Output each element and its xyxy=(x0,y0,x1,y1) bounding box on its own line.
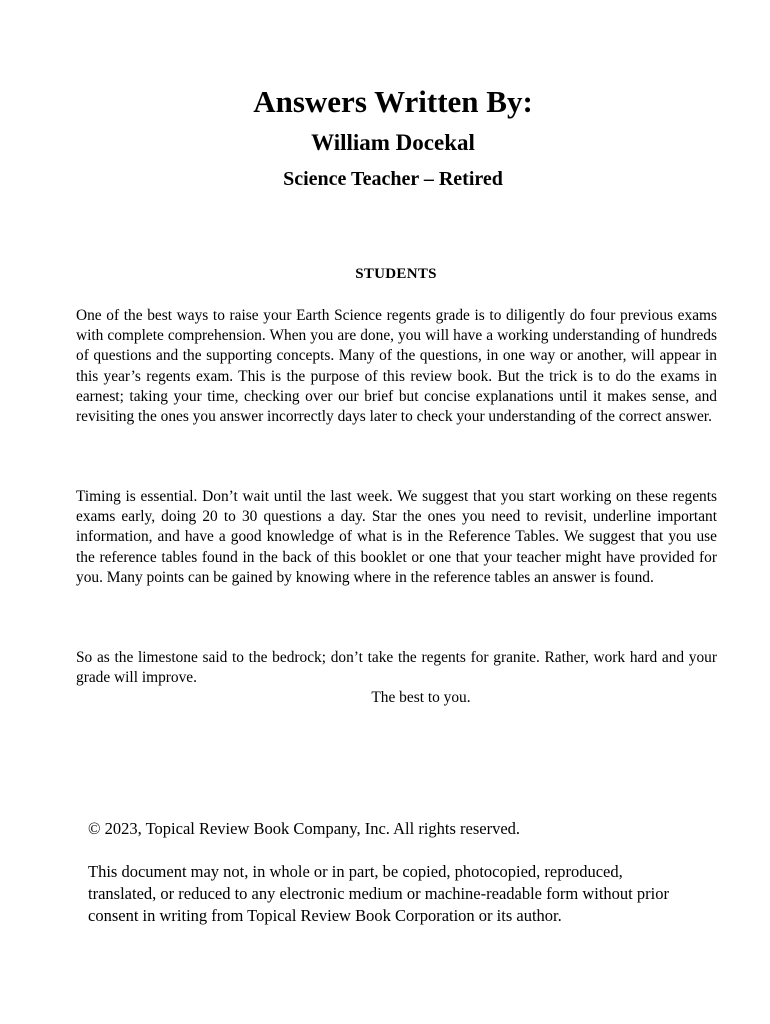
paragraph-intro: One of the best ways to raise your Earth Science regents grade is to diligently do four previous exams with complete comprehension. When you are done, you will have a working understanding of hundreds of questions and the supporting concepts. Many of the questions, in one way or another, will appear in this year’s regents exam. This is the purpose of this review book. But the trick is to do the exams in earnest; taking your time, checking over our brief but concise explanations until it makes sense, and revisiting the ones you answer incorrectly days later to check your understanding of the correct answer. xyxy=(76,307,717,426)
copyright-notice: © 2023, Topical Review Book Company, Inc. All rights reserved. xyxy=(88,819,521,838)
author-name: William Docekal xyxy=(311,130,475,155)
page-title: Answers Written By: xyxy=(253,84,533,119)
legal-notice: This document may not, in whole or in part, be copied, photocopied, reproduced, translated, or reduced to any electronic medium or machine-readable form without prior consent in writing from Topical Review Book Corporation or its author. xyxy=(88,862,669,925)
section-heading: STUDENTS xyxy=(355,266,437,282)
author-role: Science Teacher – Retired xyxy=(283,168,503,190)
closing-line: The best to you. xyxy=(371,689,471,706)
paragraph-timing: Timing is essential. Don’t wait until the last week. We suggest that you start working on these regents exams early, doing 20 to 30 questions a day. Star the ones you need to revisit, underline important information, and have a good knowledge of what is in the Reference Tables. We suggest that you use the reference tables found in the back of this booklet or one that your teacher might have provided for you. Many points can be gained by knowing where in the reference tables an answer is found. xyxy=(76,488,717,586)
paragraph-limestone: So as the limestone said to the bedrock; don’t take the regents for granite. Rather, work hard and your grade will improve. xyxy=(76,649,717,687)
